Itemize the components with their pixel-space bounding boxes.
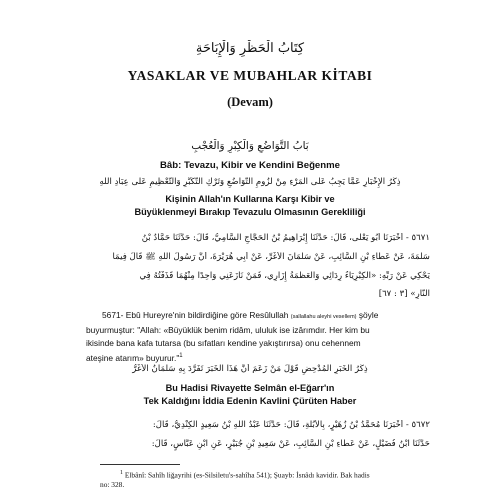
chapter-title: YASAKLAR VE MUBAHLAR KİTABI (127, 68, 373, 83)
salawat-note: (sallallahu aleyhi vesellem) (290, 314, 357, 320)
section2-title-line2: Tek Kaldığını İddia Edenin Kavlini Çürüten Haber (143, 396, 357, 406)
chapter-subtitle: (Devam) (227, 95, 273, 109)
footnote-line: no: 328. (100, 480, 125, 490)
footnote-reference[interactable]: 1 (179, 353, 183, 359)
hadith1-arabic-line: يَحْكِي عَنْ رَبِّهِ: «الْكِبْرِيَاءُ رِدَائِي وَالْعَظَمَةُ إِزَارِي، فَمَنْ نَازَعَنِي وَاحِدًا مِنْهُمَا قَذَفْتُهُ فِي (139, 271, 430, 281)
hadith1-text-line: 5671- Ebû Hureyre'nin bildirdiğine göre Resûlullah (102, 310, 289, 320)
footnote-divider (100, 464, 180, 465)
hadith1-text-line: ikisinde bana kafa tutarsa (bu sıfatları kendine yakıştırırsa) onu cehennem (86, 338, 361, 348)
bab-title: Bâb: Tevazu, Kibir ve Kendini Beğenme (159, 160, 340, 171)
hadith1-arabic-line: النَّارِ» [٣ : ٦٧] (378, 289, 430, 299)
hadith1-text-line: ateşine atarım» buyurur." (86, 352, 180, 363)
hadith2-arabic-line: حَدَّثَنَا ابْنُ فُضَيْلٍ، عَنْ عَطَاءِ بْنِ السَّائِبِ، عَنْ سَعِيدِ بْنِ جُبَيْرٍ، عَنِ ابْنِ عَبَّاسٍ، قَالَ: (151, 439, 430, 449)
footnote-marker: 1 (120, 470, 123, 476)
hadith1-text-after: şöyle (358, 310, 379, 320)
hadith1-arabic-line: ٥٦٧١ - أَخْبَرَنَا أَبُو يَعْلَى، قَالَ: حَدَّثَنَا إِبْرَاهِيمُ بْنُ الْحَجَّاجِ السَّامِيُّ، قَالَ: حَدَّثَنَا حَمَّادُ بْنُ (141, 233, 430, 243)
section1-title-line1: Kişinin Allah'ın Kullarına Karşı Kibir ve (165, 194, 335, 204)
section1-arabic-title: ذِكْرُ الْإِخْبَارِ عَمَّا يَجِبُ عَلَى الْمَرْءِ مِنْ لُزُومِ التَّوَاضُعِ وَتَرْكِ التَّكَبُّرِ وَالتَّعْظِيمِ عَلَى عِبَادِ اللَّهِ (99, 177, 401, 187)
bab-arabic-title: بَابُ التَّوَاضُعِ وَالْكِبْرِ وَالْعُجْبِ (191, 140, 309, 152)
hadith1-text-line: buyurmuştur: "Allah: «Büyüklük benim ridâm, ululuk ise izârımdır. Her kim bu (86, 325, 370, 335)
section2-title-line1: Bu Hadisi Rivayette Selmân el-Eğarr'ın (165, 383, 335, 393)
footnote-line: Elbânî: Sahîh lіğayrihi (es-Silsiletu's-sahîha 541); Şuayb: İsnâdı kavidir. Bak hadis (124, 470, 370, 480)
section1-title-line2: Büyüklenmeyi Bırakıp Tevazulu Olmasının Gerekliliği (134, 207, 366, 217)
hadith2-arabic-line: ٥٦٧٢ - أَخْبَرَنَا مُحَمَّدُ بْنُ زُهَيْرٍ، بِالْأُبُلَّةِ، قَالَ: حَدَّثَنَا عَبْدُ اللَّهِ بْنُ سَعِيدٍ الْكِنْدِيُّ، قَالَ: (152, 420, 430, 430)
chapter-arabic-title: كِتَابُ الْحَظْرِ وَالْإِبَاحَةِ (195, 41, 305, 56)
hadith1-arabic-line: سَلَمَةَ، عَنْ عَطَاءِ بْنِ السَّائِبِ، عَنْ سَلْمَانَ الْأَغَرِّ، عَنْ أَبِي هُرَيْرَةَ، أَنَّ رَسُولَ اللَّهِ ﷺ قَالَ فِيمَا (112, 252, 430, 262)
footnote (100, 468, 420, 490)
section2-arabic-title: ذِكْرُ الْخَبَرِ الْمُدْحِضِ قَوْلَ مَنْ زَعَمَ أَنَّ هَذَا الْخَبَرَ تَفَرَّدَ بِهِ سَلْمَانُ الْأَغَرُّ (132, 364, 368, 374)
hadith1-translation (86, 309, 416, 365)
